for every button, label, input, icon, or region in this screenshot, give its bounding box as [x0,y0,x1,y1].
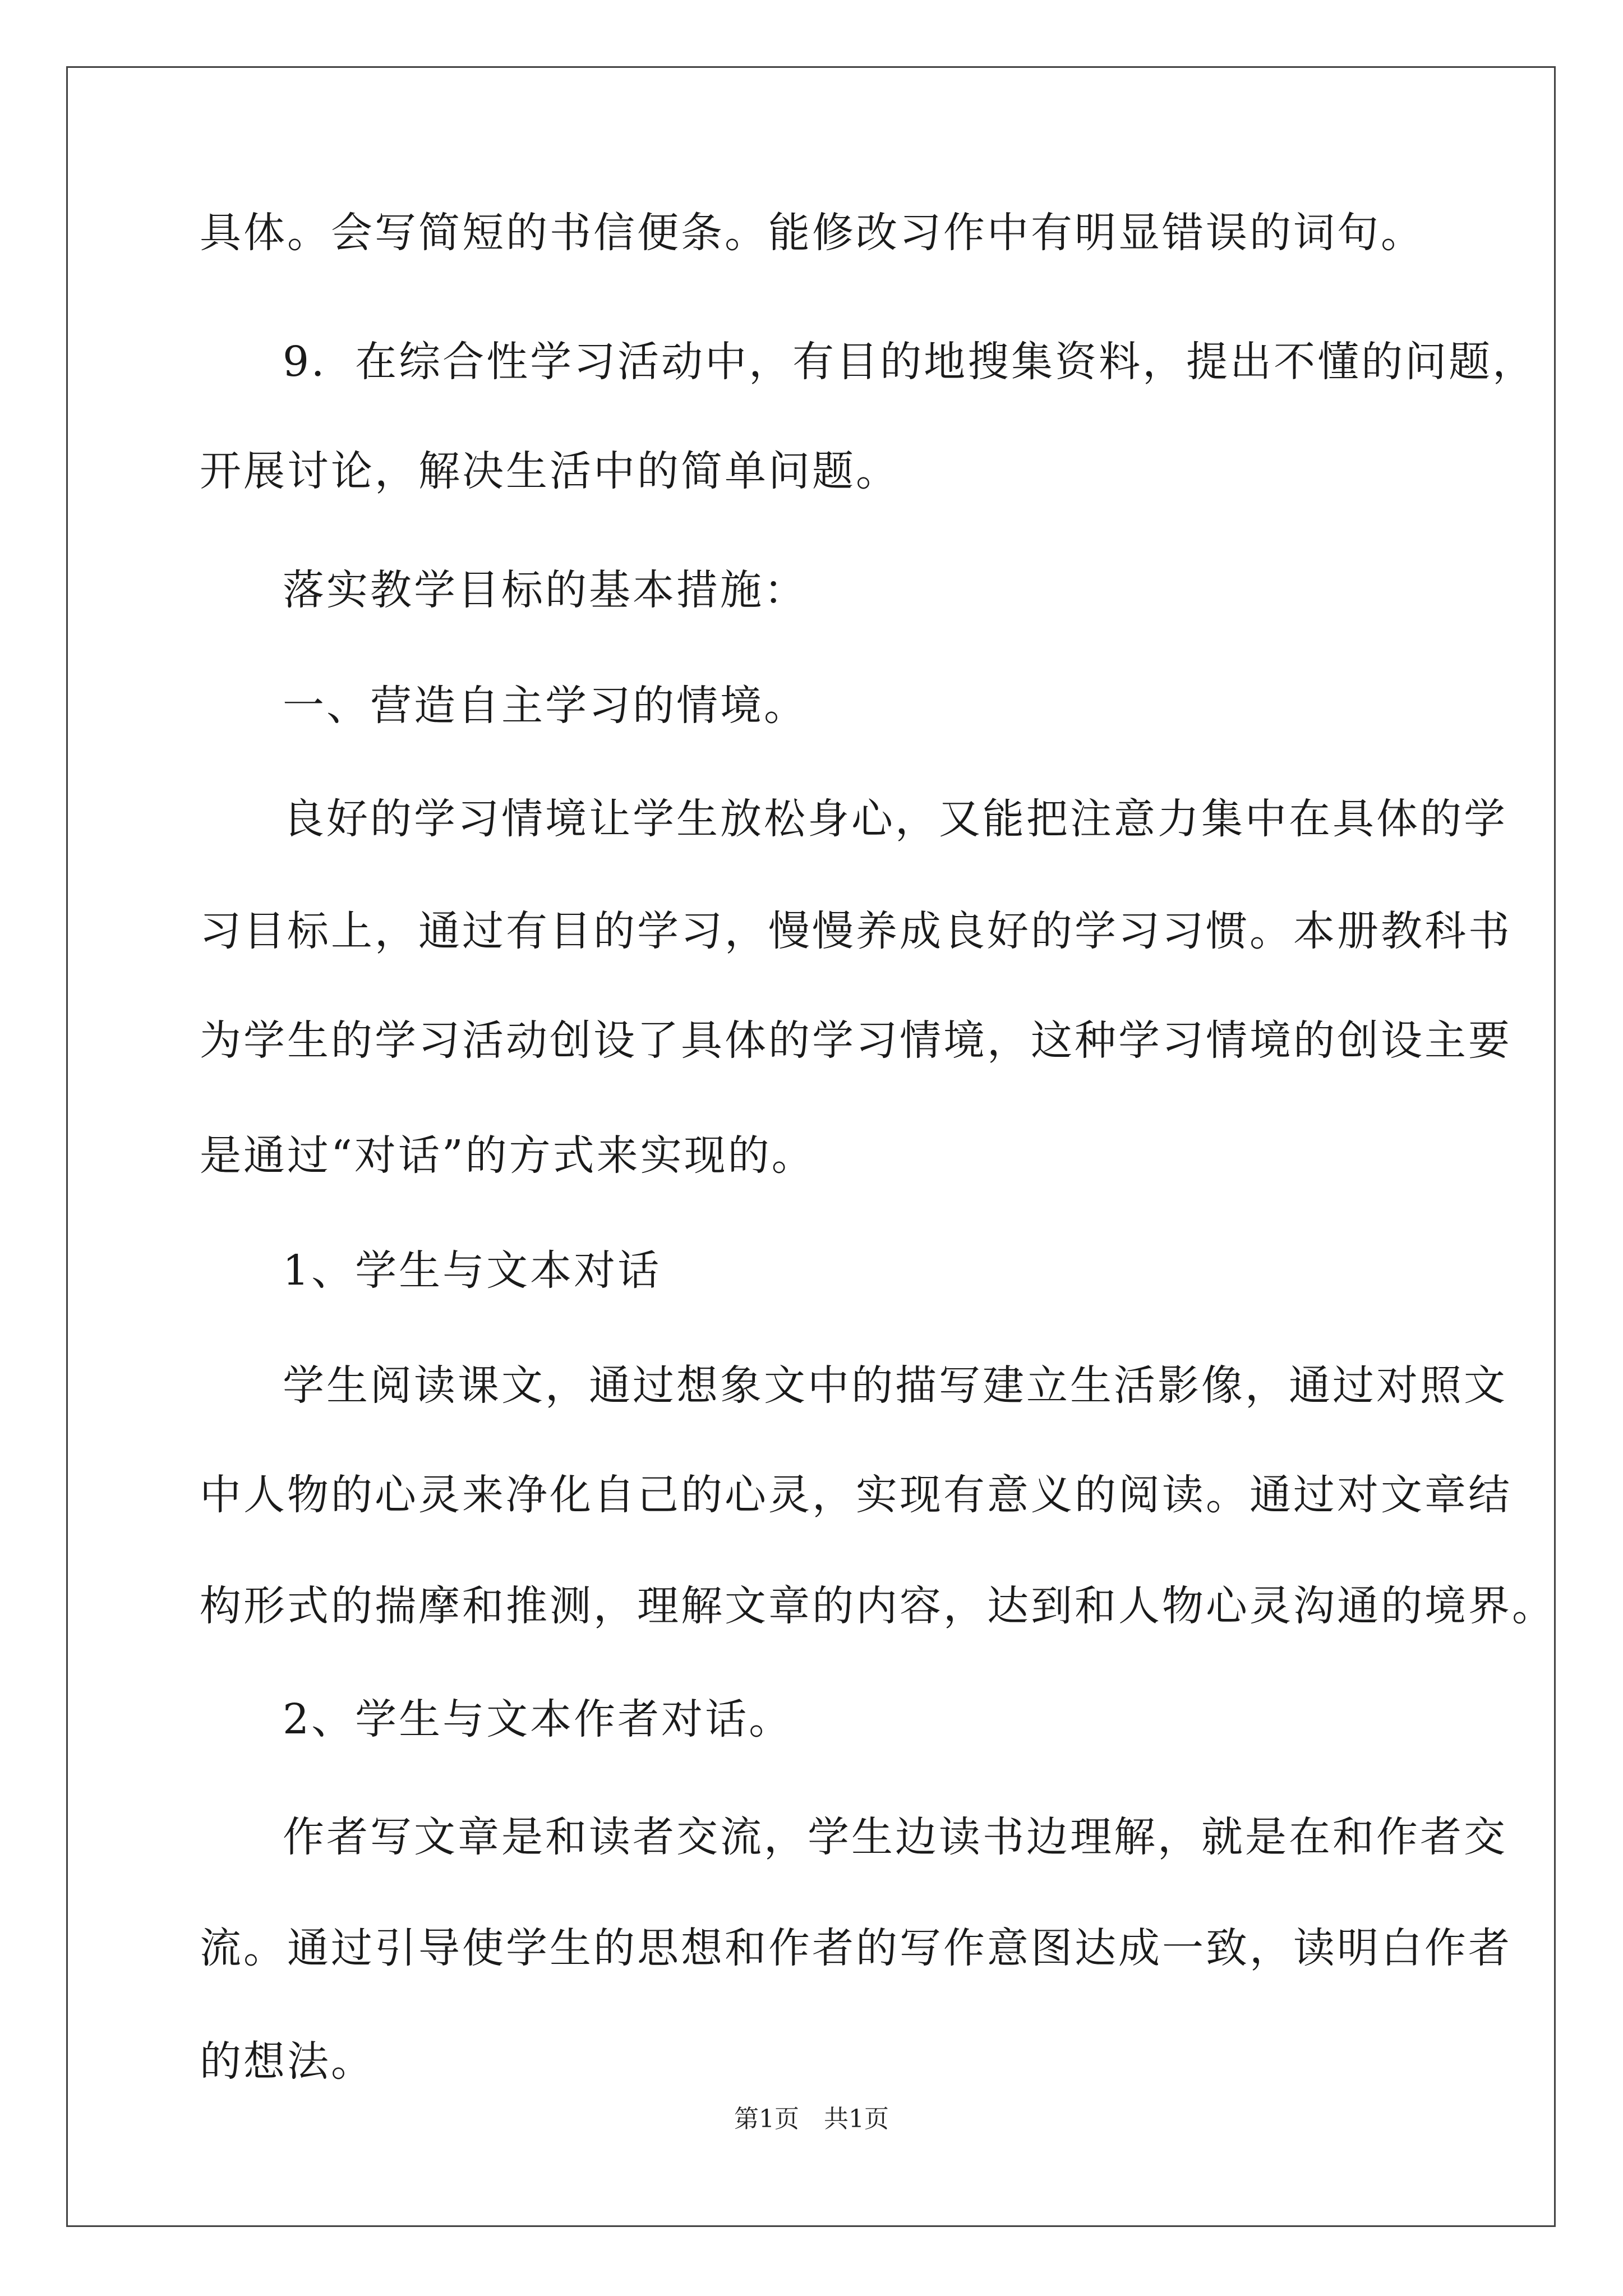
text-line: 习目标上，通过有目的学习，慢慢养成良好的学习习惯。本册教科书 [200,907,1512,955]
text-line: 落实教学目标的基本措施： [283,566,808,614]
text-line: 构形式的揣摩和推测，理解文章的内容，达到和人物心灵沟通的境界。 [200,1582,1556,1630]
text-line: 流。通过引导使学生的思想和作者的写作意图达成一致，读明白作者 [200,1924,1512,1972]
text-line: 是通过“对话”的方式来实现的。 [200,1131,815,1180]
subheading: 1、学生与文本对话 [283,1246,662,1295]
text-line: 为学生的学习活动创设了具体的学习情境，这种学习情境的创设主要 [200,1016,1512,1065]
text-line: 良好的学习情境让学生放松身心，又能把注意力集中在具体的学 [283,795,1507,843]
text-line: 学生阅读课文，通过想象文中的描写建立生活影像，通过对照文 [283,1361,1507,1410]
page-footer: 第1页 共1页 [734,2105,889,2133]
subheading: 2、学生与文本作者对话。 [283,1695,793,1743]
text-line: 开展讨论，解决生活中的简单问题。 [200,447,900,495]
text-line: 作者写文章是和读者交流，学生边读书边理解，就是在和作者交 [283,1813,1507,1861]
text-line: 的想法。 [200,2037,375,2086]
text-line: 中人物的心灵来净化自己的心灵，实现有意义的阅读。通过对文章结 [200,1471,1512,1519]
text-line: 9．在综合性学习活动中，有目的地搜集资料，提出不懂的问题， [283,338,1537,386]
text-line: 具体。会写简短的书信便条。能修改习作中有明显错误的词句。 [200,209,1424,257]
section-heading: 一、营造自主学习的情境。 [283,682,808,730]
